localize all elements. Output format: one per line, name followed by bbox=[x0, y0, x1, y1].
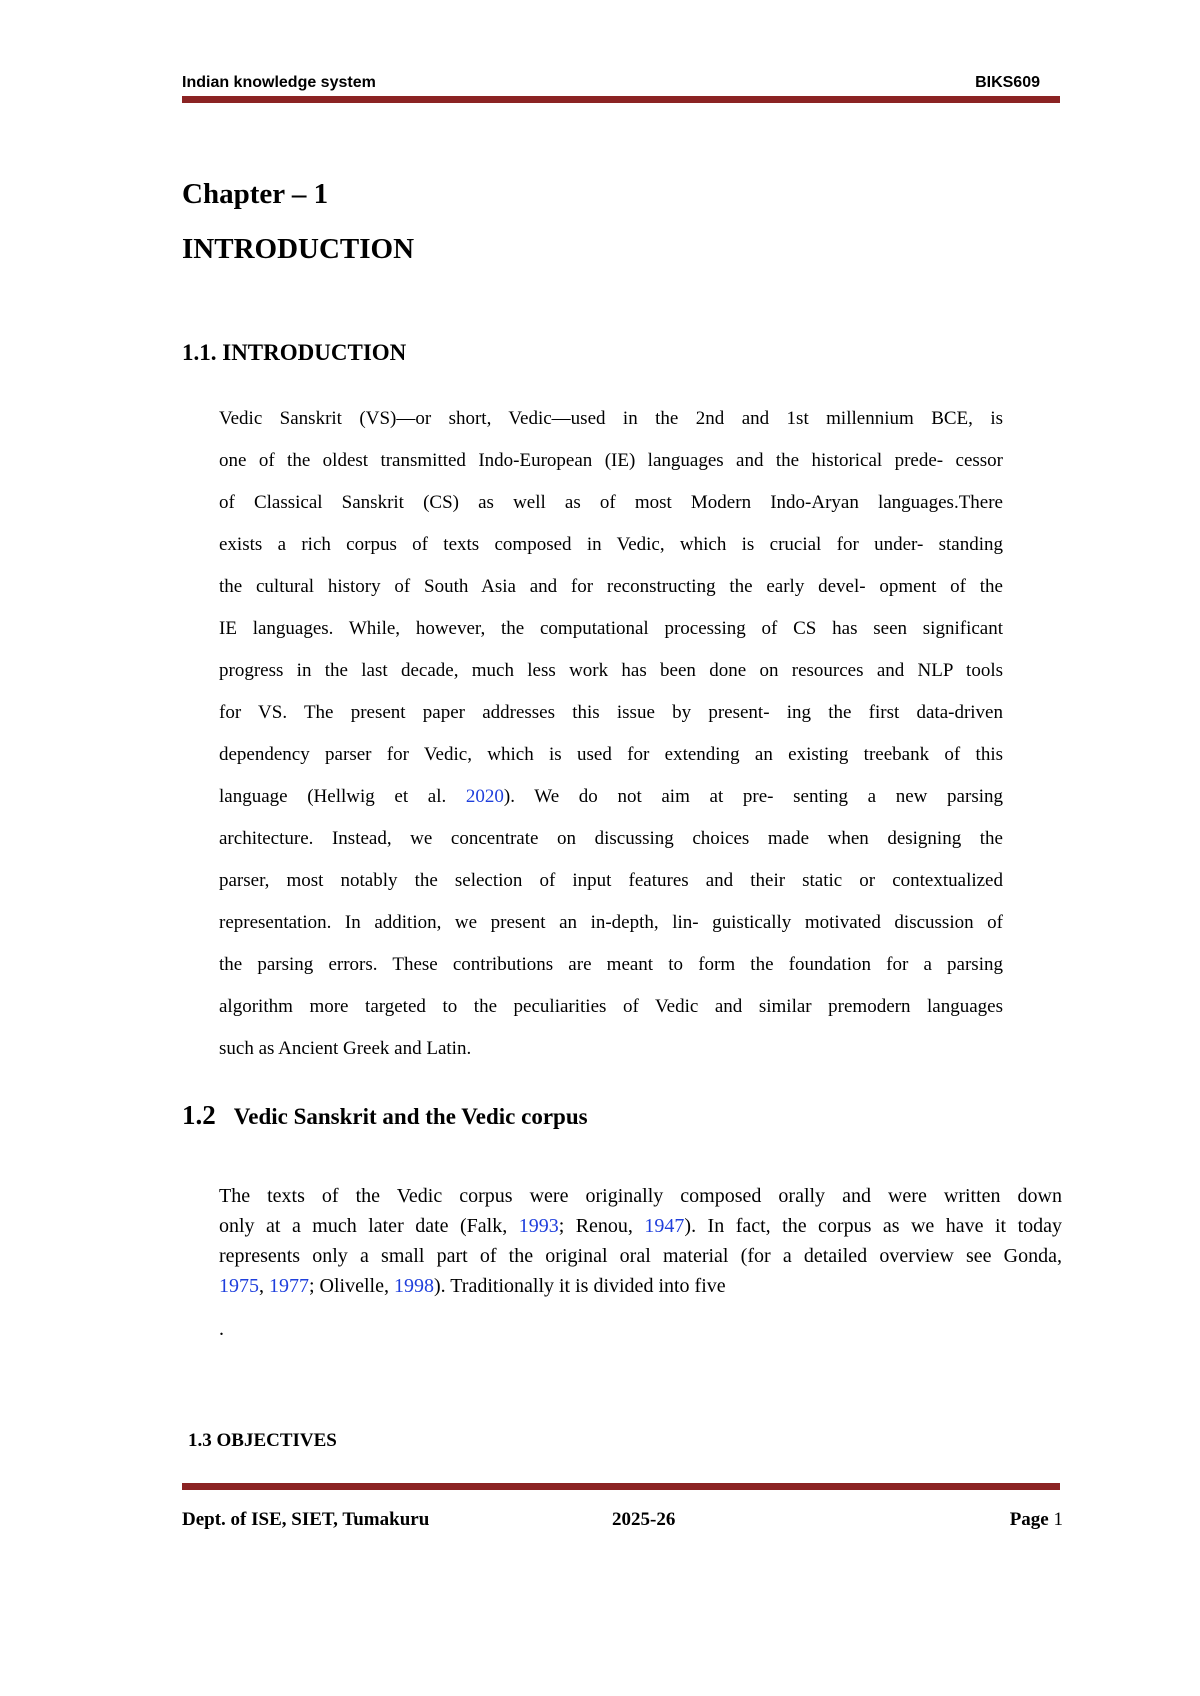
paragraph-line: the parsing errors. These contributions are meant to form the foundation for a parsing bbox=[219, 954, 1003, 975]
paragraph-line: one of the oldest transmitted Indo-European (IE) languages and the historical prede- cessor bbox=[219, 450, 1003, 471]
trailing-dot: . bbox=[219, 1318, 224, 1340]
paragraph-line: The texts of the Vedic corpus were originally composed orally and were written down bbox=[219, 1185, 1062, 1207]
chapter-label: Chapter – 1 bbox=[182, 178, 329, 210]
citation-link-1998[interactable]: 1998 bbox=[393, 1275, 434, 1297]
paragraph-line: dependency parser for Vedic, which is used for extending an existing treebank of this bbox=[219, 744, 1003, 765]
page-number: 1 bbox=[1053, 1509, 1063, 1530]
paragraph-line: the cultural history of South Asia and for reconstructing the early devel- opment of the bbox=[219, 576, 1003, 597]
text-fragment: ; Renou, bbox=[558, 1215, 633, 1237]
paragraph-line: such as Ancient Greek and Latin. bbox=[219, 1038, 472, 1059]
citation-link-2020[interactable]: 2020 bbox=[465, 786, 504, 807]
chapter-title: INTRODUCTION bbox=[182, 233, 415, 265]
paragraph-line: IE languages. While, however, the computational processing of CS has seen significant bbox=[219, 618, 1003, 639]
paragraph-line: Vedic Sanskrit (VS)—or short, Vedic—used in the 2nd and 1st millennium BCE, is bbox=[219, 408, 1003, 429]
paragraph-line-with-citations bbox=[219, 1211, 1062, 1241]
text-fragment: ; Olivelle, bbox=[309, 1275, 389, 1297]
header-rule bbox=[182, 96, 1060, 103]
paragraph-line: represents only a small part of the original oral material (for a detailed overview see Gonda, bbox=[219, 1245, 1062, 1267]
citation-link-1993[interactable]: 1993 bbox=[518, 1215, 559, 1237]
header-course-code: BIKS609 bbox=[975, 74, 1040, 91]
section-1-1-paragraph bbox=[219, 398, 1003, 1070]
section-1-2-heading bbox=[182, 1100, 588, 1131]
section-1-2-paragraph bbox=[219, 1181, 1062, 1301]
paragraph-line: parser, most notably the selection of input features and their static or contextualized bbox=[219, 870, 1003, 891]
text-fragment: , bbox=[259, 1275, 264, 1297]
paragraph-line-with-citations bbox=[219, 1271, 1062, 1301]
paragraph-line: architecture. Instead, we concentrate on discussing choices made when designing the bbox=[219, 828, 1003, 849]
paragraph-line-with-citation bbox=[219, 776, 1003, 818]
citation-prefix: language (Hellwig et al. bbox=[219, 786, 447, 807]
text-fragment: ). In fact, the corpus as we have it today bbox=[684, 1215, 1063, 1237]
page-label: Page bbox=[1009, 1509, 1049, 1530]
text-fragment: only at a much later date (Falk, bbox=[219, 1215, 508, 1237]
paragraph-line: for VS. The present paper addresses this issue by present- ing the first data-driven bbox=[219, 702, 1003, 723]
citation-link-1947[interactable]: 1947 bbox=[644, 1215, 685, 1237]
paragraph-line: exists a rich corpus of texts composed in Vedic, which is crucial for under- standing bbox=[219, 534, 1003, 555]
paragraph-line: algorithm more targeted to the peculiarities of Vedic and similar premodern languages bbox=[219, 996, 1003, 1017]
citation-link-1977[interactable]: 1977 bbox=[269, 1275, 309, 1297]
footer-department: Dept. of ISE, SIET, Tumakuru bbox=[182, 1509, 430, 1530]
paragraph-line: representation. In addition, we present an in-depth, lin- guistically motivated discussion of bbox=[219, 912, 1003, 933]
paragraph-line: of Classical Sanskrit (CS) as well as of most Modern Indo-Aryan languages.There bbox=[219, 492, 1003, 513]
section-1-1-heading: 1.1. INTRODUCTION bbox=[182, 340, 407, 365]
footer-year: 2025-26 bbox=[612, 1509, 676, 1530]
paragraph-line: progress in the last decade, much less work has been done on resources and NLP tools bbox=[219, 660, 1003, 681]
text-fragment: ). Traditionally it is divided into five bbox=[433, 1275, 726, 1297]
citation-link-1975[interactable]: 1975 bbox=[219, 1275, 259, 1297]
section-1-2-number: 1.2 bbox=[182, 1100, 216, 1130]
footer-rule bbox=[182, 1483, 1060, 1490]
section-1-2-title: Vedic Sanskrit and the Vedic corpus bbox=[233, 1104, 588, 1129]
header-left-title: Indian knowledge system bbox=[182, 74, 376, 91]
citation-suffix: ). We do not aim at pre- senting a new parsing bbox=[503, 786, 1003, 807]
footer-page bbox=[1010, 1509, 1063, 1531]
section-1-3-heading: 1.3 OBJECTIVES bbox=[188, 1430, 337, 1451]
